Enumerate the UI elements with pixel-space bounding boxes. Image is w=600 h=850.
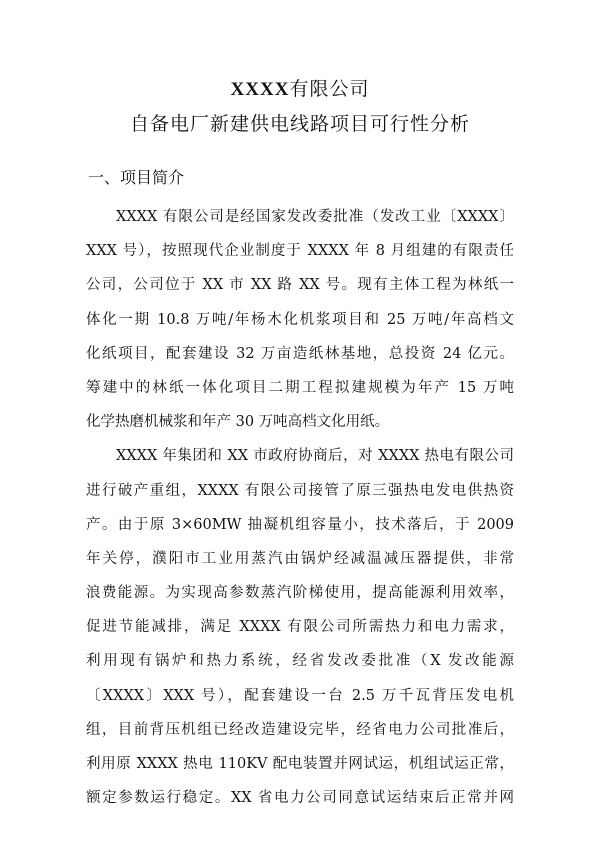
paragraph-line: 浪费能源。为实现高参数蒸汽阶梯使用，提高能源利用效率， (86, 585, 514, 602)
paragraph-line: 体化一期 10.8 万吨/年杨木化机浆项目和 25 万吨/年高档文 (86, 311, 514, 328)
paragraph-line: 促进节能减排，满足 XXXX 有限公司所需热力和电力需求， (86, 619, 514, 636)
paragraph-line: 化纸项目，配套建设 32 万亩造纸林基地，总投资 24 亿元。 (86, 345, 514, 362)
paragraph-line: 筹建中的林纸一体化项目二期工程拟建规模为年产 15 万吨 (86, 379, 514, 396)
document-title-block (0, 72, 600, 141)
paragraph-line: 组，目前背压机组已经改造建设完毕，经省电力公司批准后， (86, 721, 514, 738)
section-heading: 一、项目简介 (88, 168, 185, 187)
paragraph-line: XXXX 有限公司是经国家发改委批准（发改工业〔XXXX〕 (116, 209, 514, 225)
paragraph-line: 额定参数运行稳定。XX 省电力公司同意试运结束后正常并网 (86, 790, 514, 807)
company-title (0, 72, 600, 107)
paragraph-line: 进行破产重组，XXXX 有限公司接管了原三强热电发电供热资 (86, 482, 514, 499)
paragraph-line: 产。由于原 3×60MW 抽凝机组容量小，技术落后，于 2009 (86, 516, 514, 533)
company-name-suffix: 有限公司 (289, 78, 370, 100)
paragraph-line: 公司，公司位于 XX 市 XX 路 XX 号。现有主体工程为林纸一 (86, 277, 514, 294)
paragraph-line: 化学热磨机械浆和年产 30 万吨高档文化用纸。 (86, 414, 390, 431)
paragraph-line: 年关停，濮阳市工业用蒸汽由锅炉经减温减压器提供，非常 (86, 550, 514, 567)
paragraph-line: 利用现有锅炉和热力系统，经省发改委批准（X 发改能源 (86, 653, 514, 670)
paragraph-line: XXXX 年集团和 XX 市政府协商后，对 XXXX 热电有限公司 (116, 448, 514, 465)
paragraph-line: XXX 号），按照现代企业制度于 XXXX 年 8 月组建的有限责任 (86, 243, 514, 260)
paragraph-line: 利用原 XXXX 热电 110KV 配电装置并网试运，机组试运正常， (86, 756, 514, 772)
body-text (86, 200, 514, 815)
company-name-prefix: XXXX (230, 79, 290, 100)
paragraph-line: 〔XXXX〕XXX 号），配套建设一台 2.5 万千瓦背压发电机 (86, 687, 514, 704)
document-title: 自备电厂新建供电线路项目可行性分析 (129, 113, 470, 135)
